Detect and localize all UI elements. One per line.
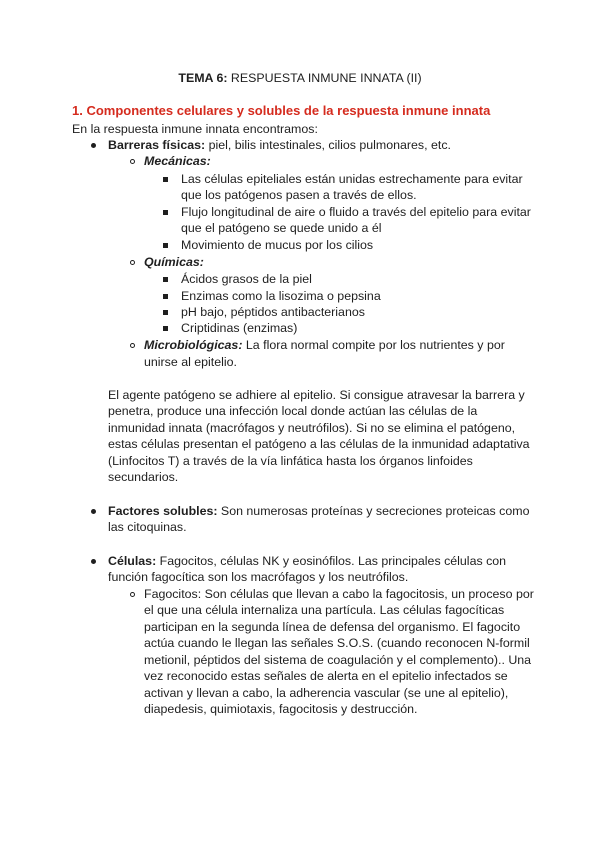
square-bullet-icon [163, 294, 168, 299]
celulas-label: Células: [108, 554, 157, 568]
quimicas-item: Ácidos grasos de la piel [181, 272, 312, 286]
factores-label: Factores solubles: [108, 504, 218, 518]
paragraph-line: secundarios. [108, 470, 179, 484]
square-bullet-icon [163, 243, 168, 248]
square-bullet-icon [163, 177, 168, 182]
microbiologicas-text: La flora normal compite por los nutrientes y por [242, 338, 505, 352]
fagocitos-line: metionil, péptidos del sistema de coagulación y el complemento).. Una [144, 653, 532, 667]
page-title [0, 70, 600, 86]
microbiologicas-label: Microbiológicas: [144, 338, 243, 352]
circle-bullet-icon [130, 592, 135, 597]
mecanicas-label: Mecánicas: [144, 154, 211, 168]
fagocitos-line: activan y llevan a cabo, la adherencia vascular (se une al epitelio), [144, 686, 509, 700]
celulas-text: Fagocitos, células NK y eosinófilos. Las principales células con [156, 554, 507, 568]
factores-text: las citoquinas. [108, 520, 187, 534]
quimicas-item: Enzimas como la lisozima o pepsina [181, 289, 381, 303]
paragraph-line: estas células presentan el patógeno a las células de la inmunidad adaptativa [108, 437, 530, 451]
mecanicas-item-line: Movimiento de mucus por los cilios [181, 238, 374, 252]
quimicas-label: Químicas: [144, 255, 204, 269]
barreras-text: piel, bilis intestinales, cilios pulmonares, etc. [205, 138, 451, 152]
barreras-label: Barreras físicas: [108, 138, 206, 152]
fagocitos-line: el que una célula internaliza una partícula. Las células fagocíticas [144, 603, 505, 617]
title-text: RESPUESTA INMUNE INNATA (II) [227, 71, 422, 85]
fagocitos-line: Fagocitos: Son células que llevan a cabo la fagocitosis, un proceso por [144, 587, 534, 601]
mecanicas-item-line: Flujo longitudinal de aire o fluido a través del epitelio para evitar [181, 205, 531, 219]
paragraph-line: (Linfocitos T) a través de la vía linfática hasta los órganos linfoides [108, 454, 473, 468]
quimicas-item: pH bajo, péptidos antibacterianos [181, 305, 365, 319]
mecanicas-item-line: Las células epiteliales están unidas estrechamente para evitar [181, 172, 523, 186]
fagocitos-line: vez reconocido estas señales de alerta en el epitelio infectados se [144, 669, 508, 683]
bullet-icon [91, 509, 96, 514]
celulas-item [108, 553, 506, 569]
paragraph-line: El agente patógeno se adhiere al epitelio. Si consigue atravesar la barrera y [108, 388, 525, 402]
fagocitos-line: actúa cuando le llegan las señales S.O.S. (cuando reconocen N-formil [144, 636, 530, 650]
circle-bullet-icon [130, 159, 135, 164]
paragraph-line: inmunidad innata (macrófagos y neutrófilos). Si no se elimina el patógeno, [108, 421, 516, 435]
square-bullet-icon [163, 326, 168, 331]
square-bullet-icon [163, 277, 168, 282]
microbiologicas-text: unirse al epitelio. [144, 355, 237, 369]
bullet-icon [91, 143, 96, 148]
quimicas-item: Criptidinas (enzimas) [181, 321, 298, 335]
fagocitos-line: participan en la segunda línea de defensa del organismo. El fagocito [144, 620, 521, 634]
title-topic: TEMA 6: [178, 71, 228, 85]
section-heading: 1. Componentes celulares y solubles de la respuesta inmune innata [72, 103, 491, 118]
microbiologicas-item [144, 337, 505, 353]
intro-text: En la respuesta inmune innata encontramos: [72, 122, 318, 136]
factores-text: Son numerosas proteínas y secreciones proteicas como [217, 504, 530, 518]
mecanicas-item-line: que los patógenos pasen a través de ellos. [181, 188, 417, 202]
circle-bullet-icon [130, 343, 135, 348]
barreras-item [108, 137, 451, 153]
mecanicas-item-line: que el patógeno se quede unido a él [181, 221, 382, 235]
circle-bullet-icon [130, 260, 135, 265]
square-bullet-icon [163, 210, 168, 215]
celulas-text: función fagocítica son los macrófagos y los neutrófilos. [108, 570, 409, 584]
square-bullet-icon [163, 310, 168, 315]
bullet-icon [91, 559, 96, 564]
factores-item [108, 503, 529, 519]
fagocitos-line: diapedesis, quimiotaxis, fagocitosis y destrucción. [144, 702, 418, 716]
paragraph-line: penetra, produce una infección local donde actúan las células de la [108, 404, 478, 418]
